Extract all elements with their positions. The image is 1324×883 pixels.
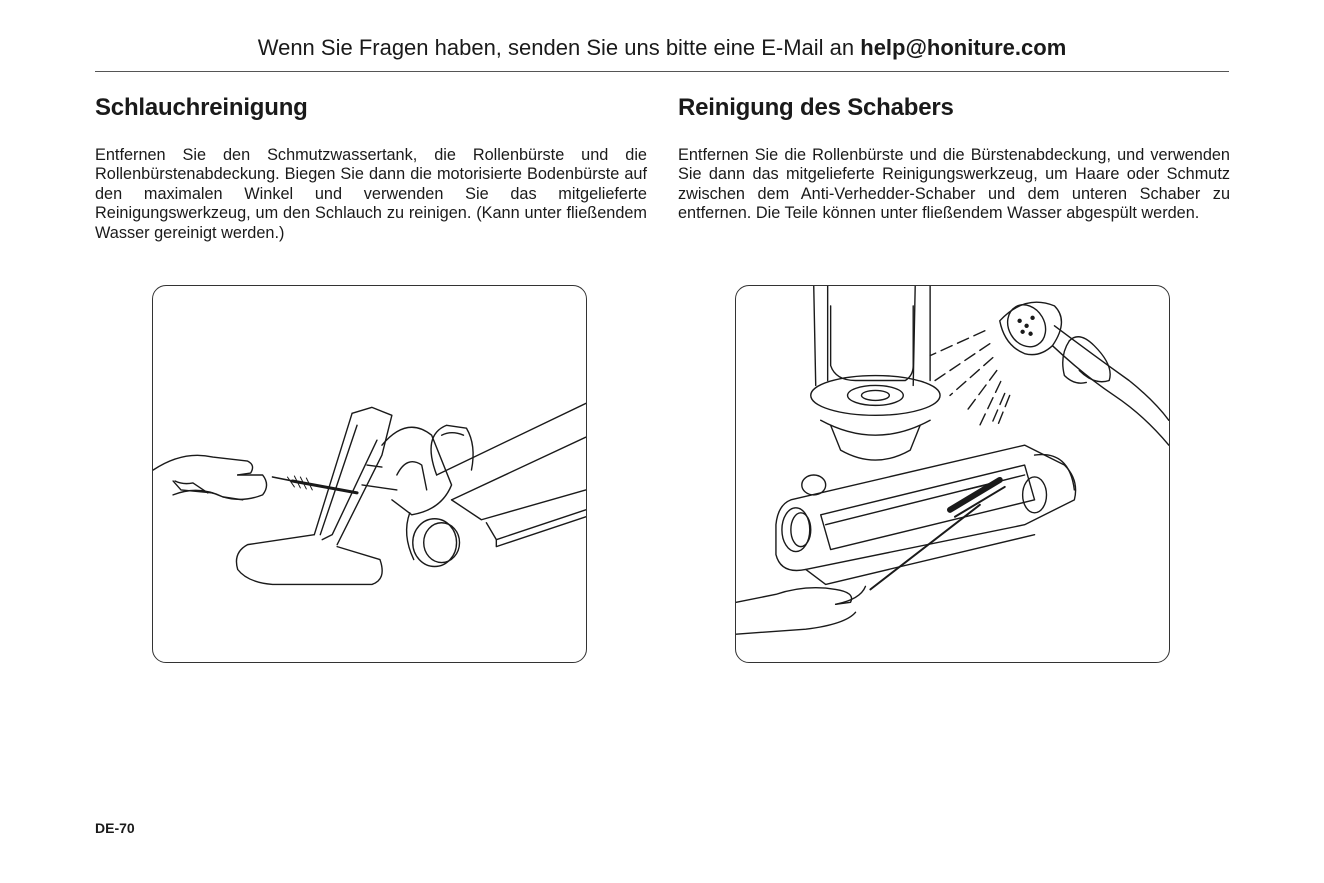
page-number: DE-70 <box>95 820 135 836</box>
section-body: Entfernen Sie den Schmutzwassertank, die Rollenbürste und die Rollenbürstenabdeckung. Biegen Sie dann die motorisierte Bodenbürste auf den maximalen Winkel und verwenden Sie das mitgelieferte Reinigungswerkzeug, um den Schlauch zu reinigen. (Kann unter fließendem Wasser gereinigt werden.) <box>95 146 647 242</box>
section-title: Reinigung des Schabers <box>678 94 954 121</box>
section-hose-cleaning <box>95 92 647 243</box>
header-text: Wenn Sie Fragen haben, senden Sie uns bitte eine E-Mail an <box>257 35 861 60</box>
section-body: Entfernen Sie die Rollenbürste und die Bürstenabdeckung, und verwenden Sie dann das mitgelieferte Reinigungswerkzeug, um Haare oder Schmutz zwischen dem Anti-Verhedder-Schaber und dem unteren Schaber zu entfernen. Die Teile können unter fließendem Wasser abgespült werden. <box>678 146 1230 223</box>
support-email[interactable]: help@honiture.com <box>860 35 1067 60</box>
scraper-rinsing-illustration-icon <box>736 286 1169 662</box>
section-scraper-cleaning <box>678 92 1230 224</box>
hose-cleaning-figure <box>152 285 587 663</box>
header-divider <box>95 71 1229 72</box>
page-header <box>95 30 1229 72</box>
section-title: Schlauchreinigung <box>95 94 308 121</box>
scraper-cleaning-figure <box>735 285 1170 663</box>
hose-cleaning-illustration-icon <box>153 286 586 662</box>
